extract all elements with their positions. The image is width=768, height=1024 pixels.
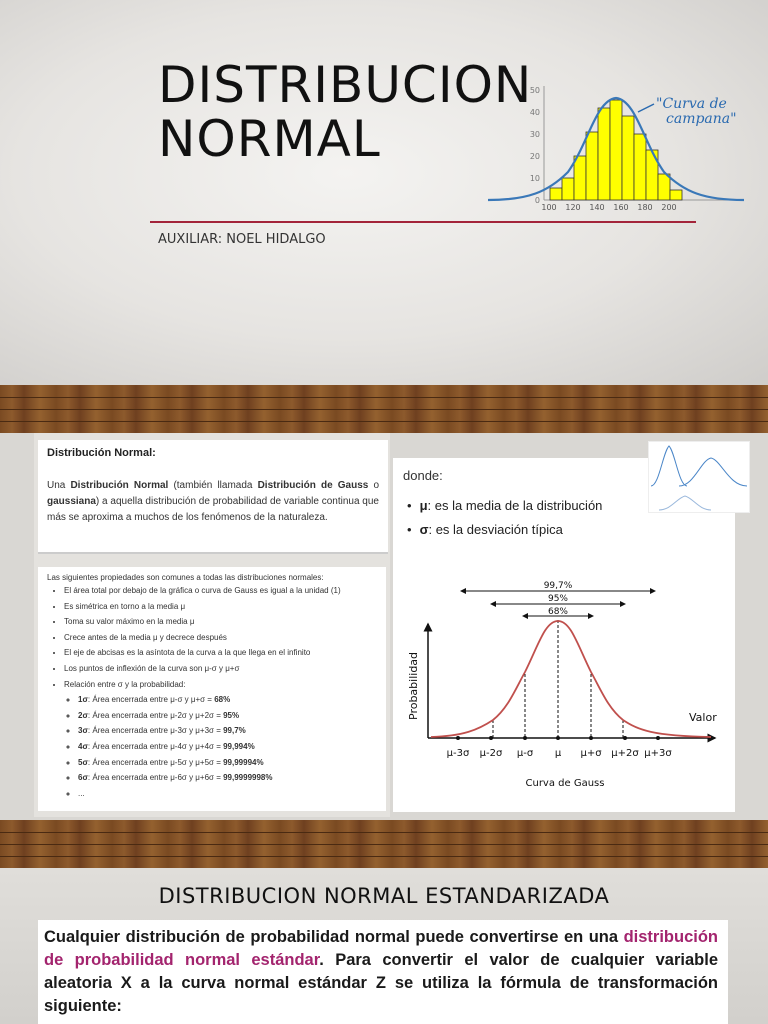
- sigma-sublist: [64, 692, 341, 801]
- hist-x-tick: 200: [661, 203, 677, 212]
- list-item: ◦ 6σ: Área encerrada entre μ-6σ y μ+6σ = 99,9999998%: [78, 770, 341, 786]
- list-item: • Relación entre σ y la probabilidad: ◦ 1σ: Área encerrada entre μ-σ y μ+σ = 68% ◦ 2σ: Área encerrada entre μ-2σ y μ+2σ = 95% ◦ 3σ: Área encerrada entre μ-3σ y μ+3σ = 99,7% ◦ 4σ: Área encerrada entre μ-4σ y μ+4σ = 99,994% ◦ 5σ: Área encerrada entre μ-5σ y μ+5σ = 99,99994% ◦ 6σ: Área encerrada entre μ-6σ y μ+6σ = 99,9999998% ◦ ...: [64, 677, 341, 802]
- hist-x-tick: 120: [565, 203, 581, 212]
- list-item: • Los puntos de inflexión de la curva son μ-σ y μ+σ: [64, 661, 341, 677]
- gauss-curve: [431, 621, 711, 737]
- wood-separator: [0, 385, 768, 433]
- author-line: AUXILIAR: NOEL HIDALGO: [158, 232, 326, 247]
- thumbnail-curves-icon: [649, 442, 749, 512]
- wood-separator: [0, 820, 768, 868]
- hist-x-tick: 160: [613, 203, 629, 212]
- x-tick: μ+2σ: [611, 748, 639, 759]
- x-tick: μ+3σ: [644, 748, 672, 759]
- mu-bullet: • μ: es la media de la distribución: [407, 498, 603, 513]
- hist-y-tick: 10: [529, 174, 540, 183]
- curve-label: "Curva de: [656, 96, 727, 112]
- pct-label: 68%: [547, 607, 569, 617]
- standardized-text: Cualquier distribución de probabilidad normal puede convertirse en una distribución de probabilidad normal estándar. Para convertir el valor de cualquier variable aleatoria X a la curva normal estándar Z se utiliza la fórmula de transformación siguiente:: [44, 928, 718, 1015]
- list-item: ◦ ...: [78, 786, 341, 802]
- x-tick: μ: [554, 748, 562, 759]
- x-tick: μ-σ: [516, 748, 534, 759]
- sigma-bullet: • σ: es la desviación típica: [407, 522, 563, 537]
- hist-y-tick: 40: [529, 108, 540, 117]
- pct-label: 99,7%: [543, 581, 573, 591]
- title-slide: [0, 0, 768, 385]
- bell-curves-thumbnail: [648, 441, 750, 513]
- curve-label: campana": [666, 111, 737, 127]
- list-item: ◦ 5σ: Área encerrada entre μ-5σ y μ+5σ = 99,99994%: [78, 755, 341, 771]
- hist-y-tick: 0: [534, 196, 540, 205]
- hist-y-tick: 20: [529, 152, 540, 161]
- donde-label: donde:: [403, 468, 443, 483]
- list-item: • Crece antes de la media μ y decrece después: [64, 630, 341, 646]
- x-tick: μ+σ: [580, 748, 602, 759]
- properties-intro: Las siguientes propiedades son comunes a todas las distribuciones normales:: [47, 573, 324, 582]
- hist-bars: [550, 100, 682, 200]
- definition-heading: Distribución Normal:: [47, 447, 156, 459]
- pct-label: 95%: [547, 594, 569, 604]
- y-axis-label: Probabilidad: [407, 651, 420, 720]
- x-tick: μ-3σ: [446, 748, 470, 759]
- list-item: ◦ 1σ: Área encerrada entre μ-σ y μ+σ = 68%: [78, 692, 341, 708]
- list-item: ◦ 2σ: Área encerrada entre μ-2σ y μ+2σ = 95%: [78, 708, 341, 724]
- title-line-2: NORMAL: [158, 110, 381, 168]
- list-item: ◦ 4σ: Área encerrada entre μ-4σ y μ+4σ = 99,994%: [78, 739, 341, 755]
- hist-y-tick: 50: [529, 86, 540, 95]
- x-tick: μ-2σ: [479, 748, 503, 759]
- definition-text: Una Distribución Normal (también llamada Distribución de Gauss o gaussiana) a aquella distribución de probabilidad de variable continua que más se aproxima a muchos de los fenómenos de la naturaleza.: [47, 480, 380, 523]
- hist-x-tick: 100: [541, 203, 557, 212]
- definition-box: [38, 440, 388, 554]
- slide-title: [158, 58, 532, 166]
- list-item: • El eje de abcisas es la asíntota de la curva a la que llega en el infinito: [64, 645, 341, 661]
- properties-box: [38, 567, 386, 811]
- bell-curve-histogram: [488, 82, 746, 214]
- properties-list: [42, 583, 341, 801]
- list-item: • El área total por debajo de la gráfica o curva de Gauss es igual a la unidad (1): [64, 583, 341, 599]
- standardized-textbox: [38, 920, 728, 1024]
- gauss-caption: Curva de Gauss: [525, 778, 605, 789]
- hist-y-tick: 30: [529, 130, 540, 139]
- title-divider: [150, 221, 696, 223]
- list-item: • Es simétrica en torno a la media μ: [64, 599, 341, 615]
- list-item: ◦ 3σ: Área encerrada entre μ-3σ y μ+3σ = 99,7%: [78, 723, 341, 739]
- hist-x-tick: 180: [637, 203, 653, 212]
- title-line-1: DISTRIBUCION: [158, 56, 533, 114]
- x-axis-label: Valor: [689, 711, 717, 724]
- standardized-title: DISTRIBUCION NORMAL ESTANDARIZADA: [158, 884, 610, 908]
- list-item: • Toma su valor máximo en la media μ: [64, 614, 341, 630]
- hist-x-tick: 140: [589, 203, 605, 212]
